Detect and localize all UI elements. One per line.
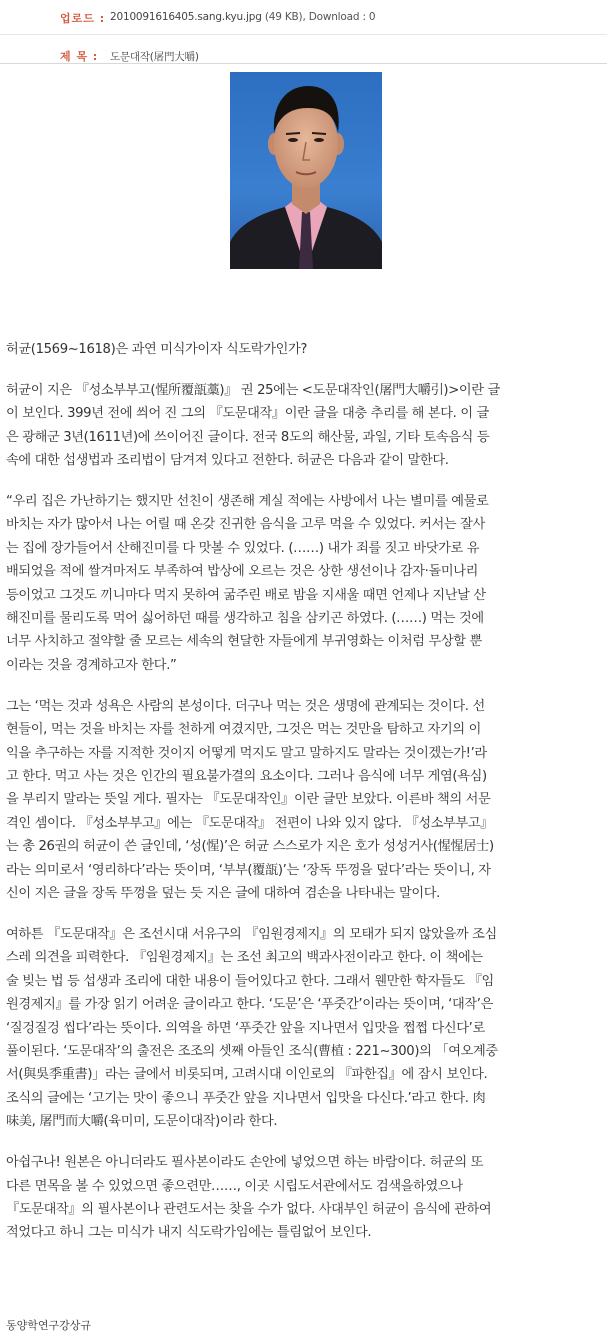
article-body xyxy=(6,338,602,1262)
article-paragraph: 그는 ‘먹는 것과 성욕은 사람의 본성이다. 더구나 먹는 것은 생명에 관계되는 것이다. 선 현들이, 먹는 것을 바치는 자를 천하게 여겼지만, 그것은 먹는 것만을 탐하고 자기의 이 익을 추구하는 자를 지적한 것이지 어떻게 먹지도 말고 말하지도 말라는 것이겠는가!’라 고 한다. 먹고 사는 것은 인간의 필요불가결의 요소이다. 그러나 음식에 너무 게염(욕심) 을 부리지 말라는 뜻일 게다. 필자는 『도문대작인』이란 글만 보았다. 이른바 책의 서문 격인 셈이다. 『성소부부고』에는 『도문대작』 전편이 나와 있지 않다. 『성소부부고』 는 총 26권의 허균이 쓴 글인데, ‘성(惺)’은 허균 스스로가 지은 호가 성성거사(惺惺居士) 라는 의미로서 ‘영리하다’라는 뜻이며, ‘부부(覆瓿)’는 ‘장독 뚜껑을 덮다’라는 뜻이니, 자 신이 지은 글을 장독 뚜껑을 덮는 듯 지은 글에 대하여 겸손을 나타내는 말이다. xyxy=(6,698,494,902)
subject-label: 제 목 : xyxy=(60,50,99,63)
subject-title: 도문대작(屠門大嚼) xyxy=(110,51,199,63)
upload-label: 업로드 : xyxy=(60,12,106,25)
row-divider xyxy=(0,34,607,35)
article-paragraph: 허균(1569~1618)은 과연 미식가이자 식도락가인가? xyxy=(6,342,308,357)
article-paragraph: 여하튼 『도문대작』은 조선시대 서유구의 『임원경제지』의 모태가 되지 않았을까 조심 스레 의견을 피력한다. 『임원경제지』는 조선 최고의 백과사전이라고 한다. 이 책에는 술 빚는 법 등 섭생과 조리에 대한 내용이 들어있다고 한다. 그래서 웬만한 학자들도 『임 원경제지』를 가장 읽기 어려운 글이라고 한다. ‘도문’은 ‘푸줏간’이라는 뜻이며, ‘대작’은 ‘질겅질겅 씹다’라는 뜻이다. 의역을 하면 ‘푸줏간 앞을 지나면서 입맛을 쩝쩝 다신다’로 풀이된다. ‘도문대작’의 출전은 조조의 셋째 아들인 조식(曹植 : 221~300)의 「여오계중 서(與吳季重書)」라는 글에서 비롯되며, 고려시대 이인로의 『파한집』에 잠시 보인다. 조식의 글에는 ‘고기는 맛이 좋으니 푸줏간 앞을 지나면서 입맛을 다신다.’라고 한다. 肉 味美, 屠門而大嚼(육미미, 도문이대작)이라 한다. xyxy=(6,926,498,1130)
upload-filename[interactable]: 2010091616405.sang.kyu.jpg xyxy=(110,11,262,23)
upload-row xyxy=(0,0,607,33)
upload-size: (49 KB), xyxy=(264,11,306,23)
article-paragraph: 아쉽구나! 원본은 아니더라도 필사본이라도 손안에 넣었으면 하는 바람이다. 허균의 또 다른 면목을 볼 수 있었으면 좋으련만……, 이곳 시립도서관에서도 검색을하였으나 『도문대작』의 필사본이나 관련도서는 찾을 수가 없다. 사대부인 허균이 음식에 관하여 적었다고 하니 그는 미식가 내지 식도락가임에는 틀림없어 보인다. xyxy=(6,1155,492,1241)
subject-row xyxy=(0,38,607,71)
author-signature: 동양학연구강상규 xyxy=(6,1319,92,1332)
header-divider xyxy=(0,63,607,64)
download-count: Download : 0 xyxy=(308,11,376,23)
upload-info xyxy=(110,11,375,23)
portrait-photo xyxy=(230,72,382,269)
article-paragraph: 허균이 지은 『성소부부고(惺所覆瓿藁)』 권 25에는 <도문대작인(屠門大嚼引)>이란 글 이 보인다. 399년 전에 씌어 진 그의 『도문대작』이란 글을 대충 추리를 해 본다. 이 글 은 광해군 3년(1611년)에 쓰이어진 글이다. 전국 8도의 해산물, 과일, 기타 토속음식 등 속에 대한 섭생법과 조리법이 담겨져 있다고 전한다. 허균은 다음과 같이 말한다. xyxy=(6,382,500,469)
article-paragraph: “우리 집은 가난하기는 했지만 선친이 생존해 계실 적에는 사방에서 나는 별미를 예물로 바치는 자가 많아서 나는 어릴 때 온갖 진귀한 음식을 고루 먹을 수 있었다. 커서는 잘사 는 집에 장가들어서 산해진미를 다 맛볼 수 있었다. (……) 내가 죄를 짓고 바닷가로 유 배되었을 적에 쌀겨마저도 부족하여 밥상에 오르는 것은 상한 생선이나 감자·돌미나리 등이었고 그것도 끼니마다 먹지 못하여 굶주린 배로 밤을 지새울 때면 언제나 지난날 산 해진미를 물리도록 먹어 싫어하던 때를 생각하고 침을 삼키곤 하였다. (……) 먹는 것에 너무 사치하고 절약할 줄 모르는 세속의 현달한 자들에게 부귀영화는 이처럼 무상할 뿐 이라는 것을 경계하고자 한다.” xyxy=(6,494,489,673)
